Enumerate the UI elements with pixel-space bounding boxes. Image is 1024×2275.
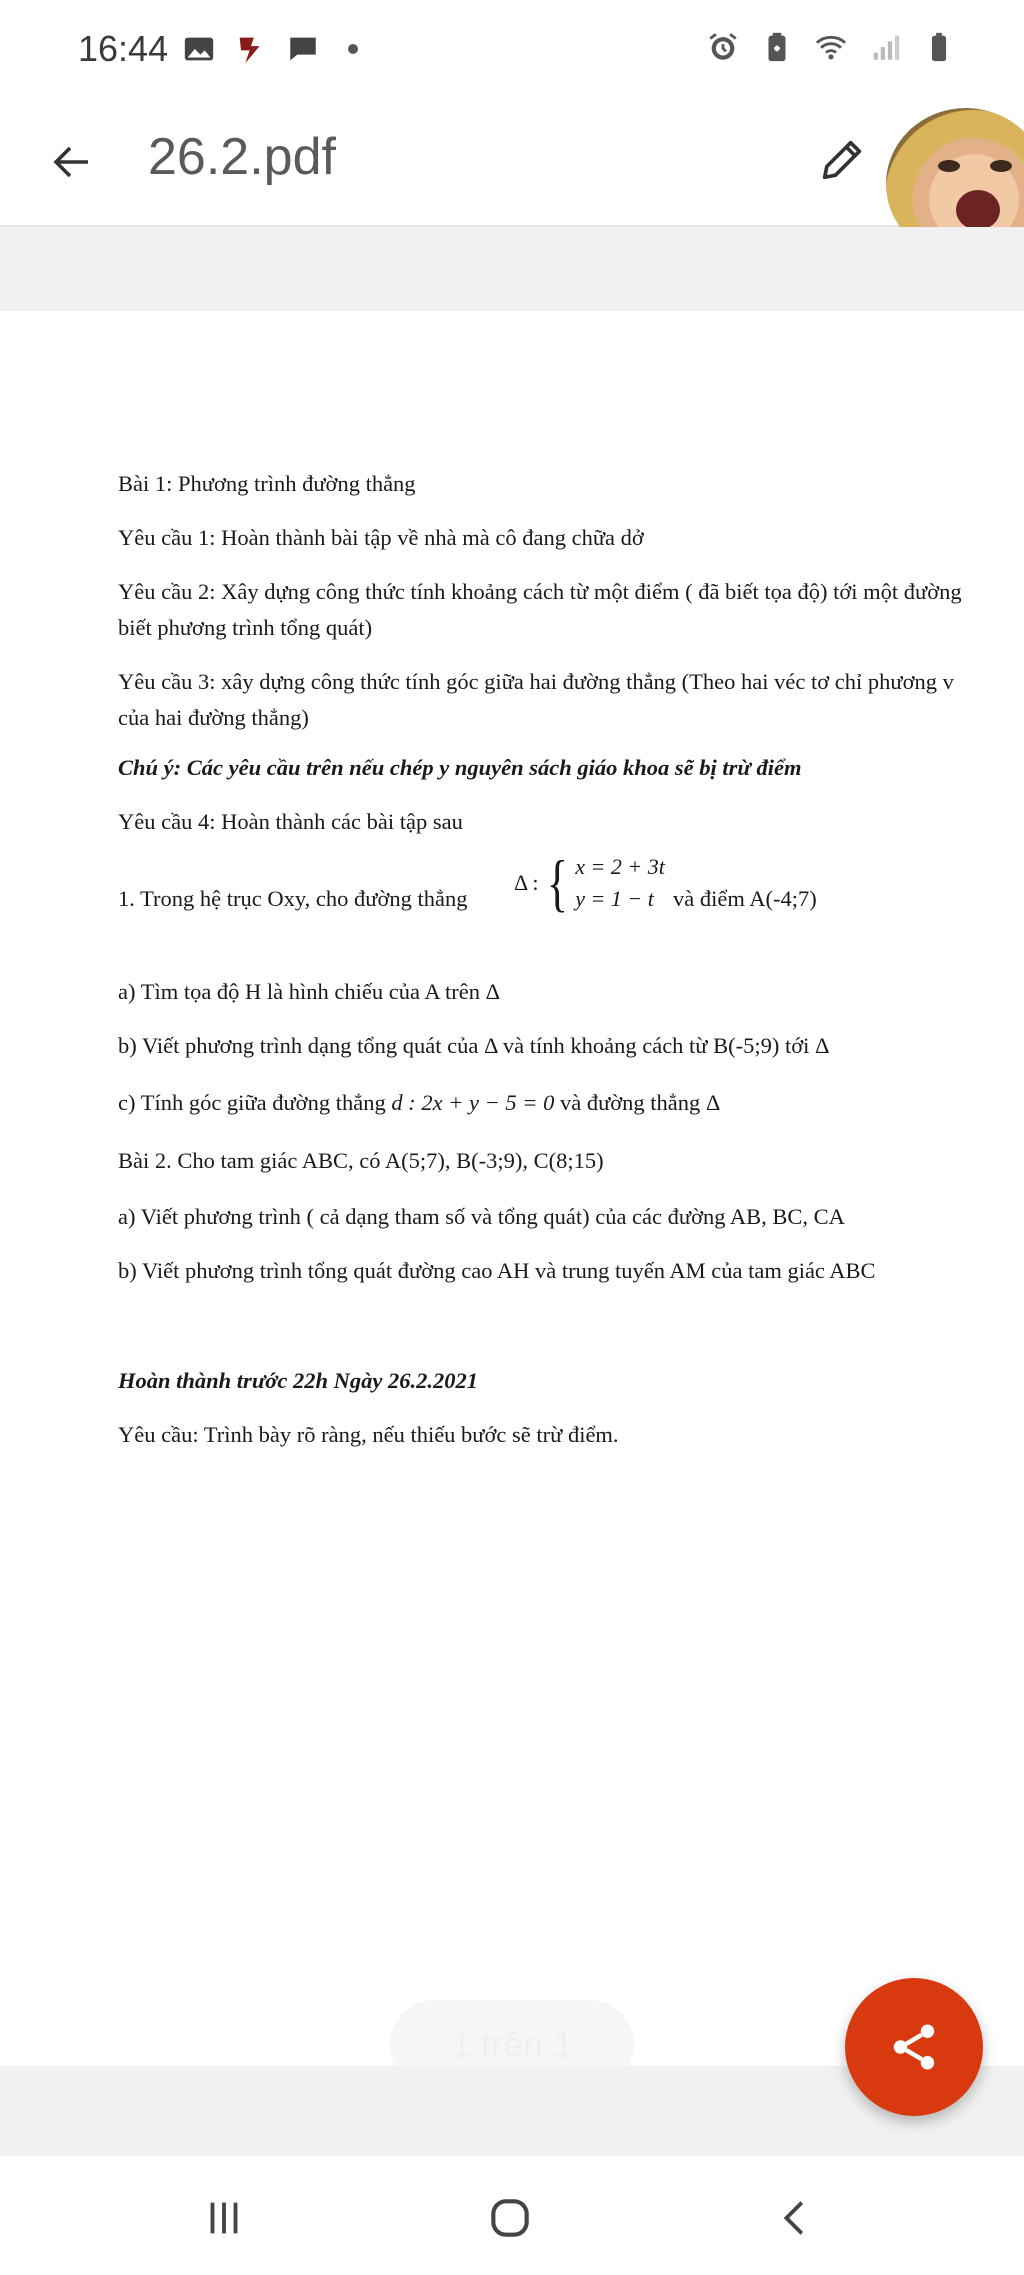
avatar-mouth <box>956 190 1000 230</box>
line-d-equation: d : 2x + y − 5 = 0 <box>391 1090 555 1115</box>
home-icon <box>485 2193 535 2243</box>
nav-back-button[interactable] <box>756 2178 836 2258</box>
page-indicator: 1 trên 1 <box>390 2000 634 2090</box>
parametric-system <box>514 847 665 918</box>
app-notification-icon <box>234 32 268 66</box>
document-title: 26.2.pdf <box>148 128 336 186</box>
system-equations <box>575 854 665 912</box>
doc-line: Yêu cầu 1: Hoàn thành bài tập về nhà mà cô đang chữa dở <box>118 525 644 550</box>
back-button[interactable] <box>40 130 104 194</box>
doc-line <box>118 1033 830 1059</box>
delta-label: Δ : <box>514 870 539 895</box>
brace: { <box>546 847 568 918</box>
equation-x: x = 2 + 3t <box>575 854 665 879</box>
share-icon <box>887 2020 941 2074</box>
doc-line-text: và đường thẳng <box>559 1090 701 1115</box>
status-right-icons <box>706 30 956 64</box>
status-bar <box>0 0 1024 100</box>
edit-button[interactable] <box>810 128 874 192</box>
battery-icon <box>922 30 956 64</box>
avatar-eye <box>990 160 1012 172</box>
delta-symbol: Δ <box>815 1033 830 1058</box>
status-left-icons <box>182 32 358 66</box>
recents-button[interactable] <box>184 2178 264 2258</box>
navigation-bar <box>0 2156 1024 2275</box>
doc-line: biết phương trình tổng quát) <box>118 615 373 640</box>
deadline: Hoàn thành trước 22h Ngày 26.2.2021 <box>118 1368 478 1393</box>
doc-line-text: b) Viết phương trình dạng tổng quát của <box>118 1033 479 1058</box>
delta-symbol: Δ <box>484 1033 498 1058</box>
image-icon <box>182 32 216 66</box>
equation-y: y = 1 − t <box>575 886 654 911</box>
avatar-eye <box>938 160 960 172</box>
share-button[interactable] <box>845 1978 983 2116</box>
doc-line: Bài 2. Cho tam giác ABC, có A(5;7), B(-3;9), C(8;15) <box>118 1148 604 1173</box>
app-bar <box>0 100 1024 227</box>
doc-note: Chú ý: Các yêu cầu trên nếu chép y nguyên sách giáo khoa sẽ bị trừ điểm <box>118 755 802 780</box>
doc-line: b) Viết phương trình tổng quát đường cao AH và trung tuyến AM của tam giác ABC <box>118 1258 876 1283</box>
home-button[interactable] <box>470 2178 550 2258</box>
doc-line: Yêu cầu: Trình bày rõ ràng, nếu thiếu bước sẽ trừ điểm. <box>118 1422 619 1447</box>
doc-line-text: a) Tìm tọa độ H là hình chiếu của A trên <box>118 979 480 1004</box>
pencil-icon <box>816 134 868 186</box>
wifi-icon <box>814 30 848 64</box>
doc-line: của hai đường thẳng) <box>118 705 309 730</box>
doc-line: Bài 1: Phương trình đường thẳng <box>118 471 416 496</box>
doc-line-text: c) Tính góc giữa đường thẳng <box>118 1090 386 1115</box>
delta-symbol: Δ <box>485 979 501 1004</box>
doc-line: Yêu cầu 2: Xây dựng công thức tính khoảng cách từ một điểm ( đã biết tọa độ) tới một đường <box>118 579 962 604</box>
nav-back-icon <box>773 2195 819 2241</box>
viewer-top-margin <box>0 227 1024 311</box>
signal-icon <box>868 30 902 64</box>
exercise-1-point: và điểm A(-4;7) <box>673 886 817 911</box>
doc-line: Yêu cầu 4: Hoàn thành các bài tập sau <box>118 809 463 834</box>
exercise-1-text: 1. Trong hệ trục Oxy, cho đường thẳng <box>118 886 468 911</box>
doc-line: a) Viết phương trình ( cả dạng tham số và tổng quát) của các đường AB, BC, CA <box>118 1204 845 1229</box>
battery-saver-icon <box>760 30 794 64</box>
doc-line: Yêu cầu 3: xây dựng công thức tính góc giữa hai đường thẳng (Theo hai véc tơ chỉ phương v <box>118 669 954 694</box>
status-time: 16:44 <box>78 28 169 69</box>
arrow-left-icon <box>48 138 96 186</box>
delta-symbol: Δ <box>705 1090 721 1115</box>
doc-line <box>118 979 500 1005</box>
more-notifications-dot <box>348 44 358 54</box>
message-icon <box>286 32 320 66</box>
pdf-page[interactable] <box>0 311 1024 2066</box>
recents-icon <box>201 2195 247 2241</box>
doc-line-text: và tính khoảng cách từ B(-5;9) tới <box>502 1033 810 1058</box>
alarm-icon <box>706 30 740 64</box>
doc-line <box>118 1090 720 1116</box>
